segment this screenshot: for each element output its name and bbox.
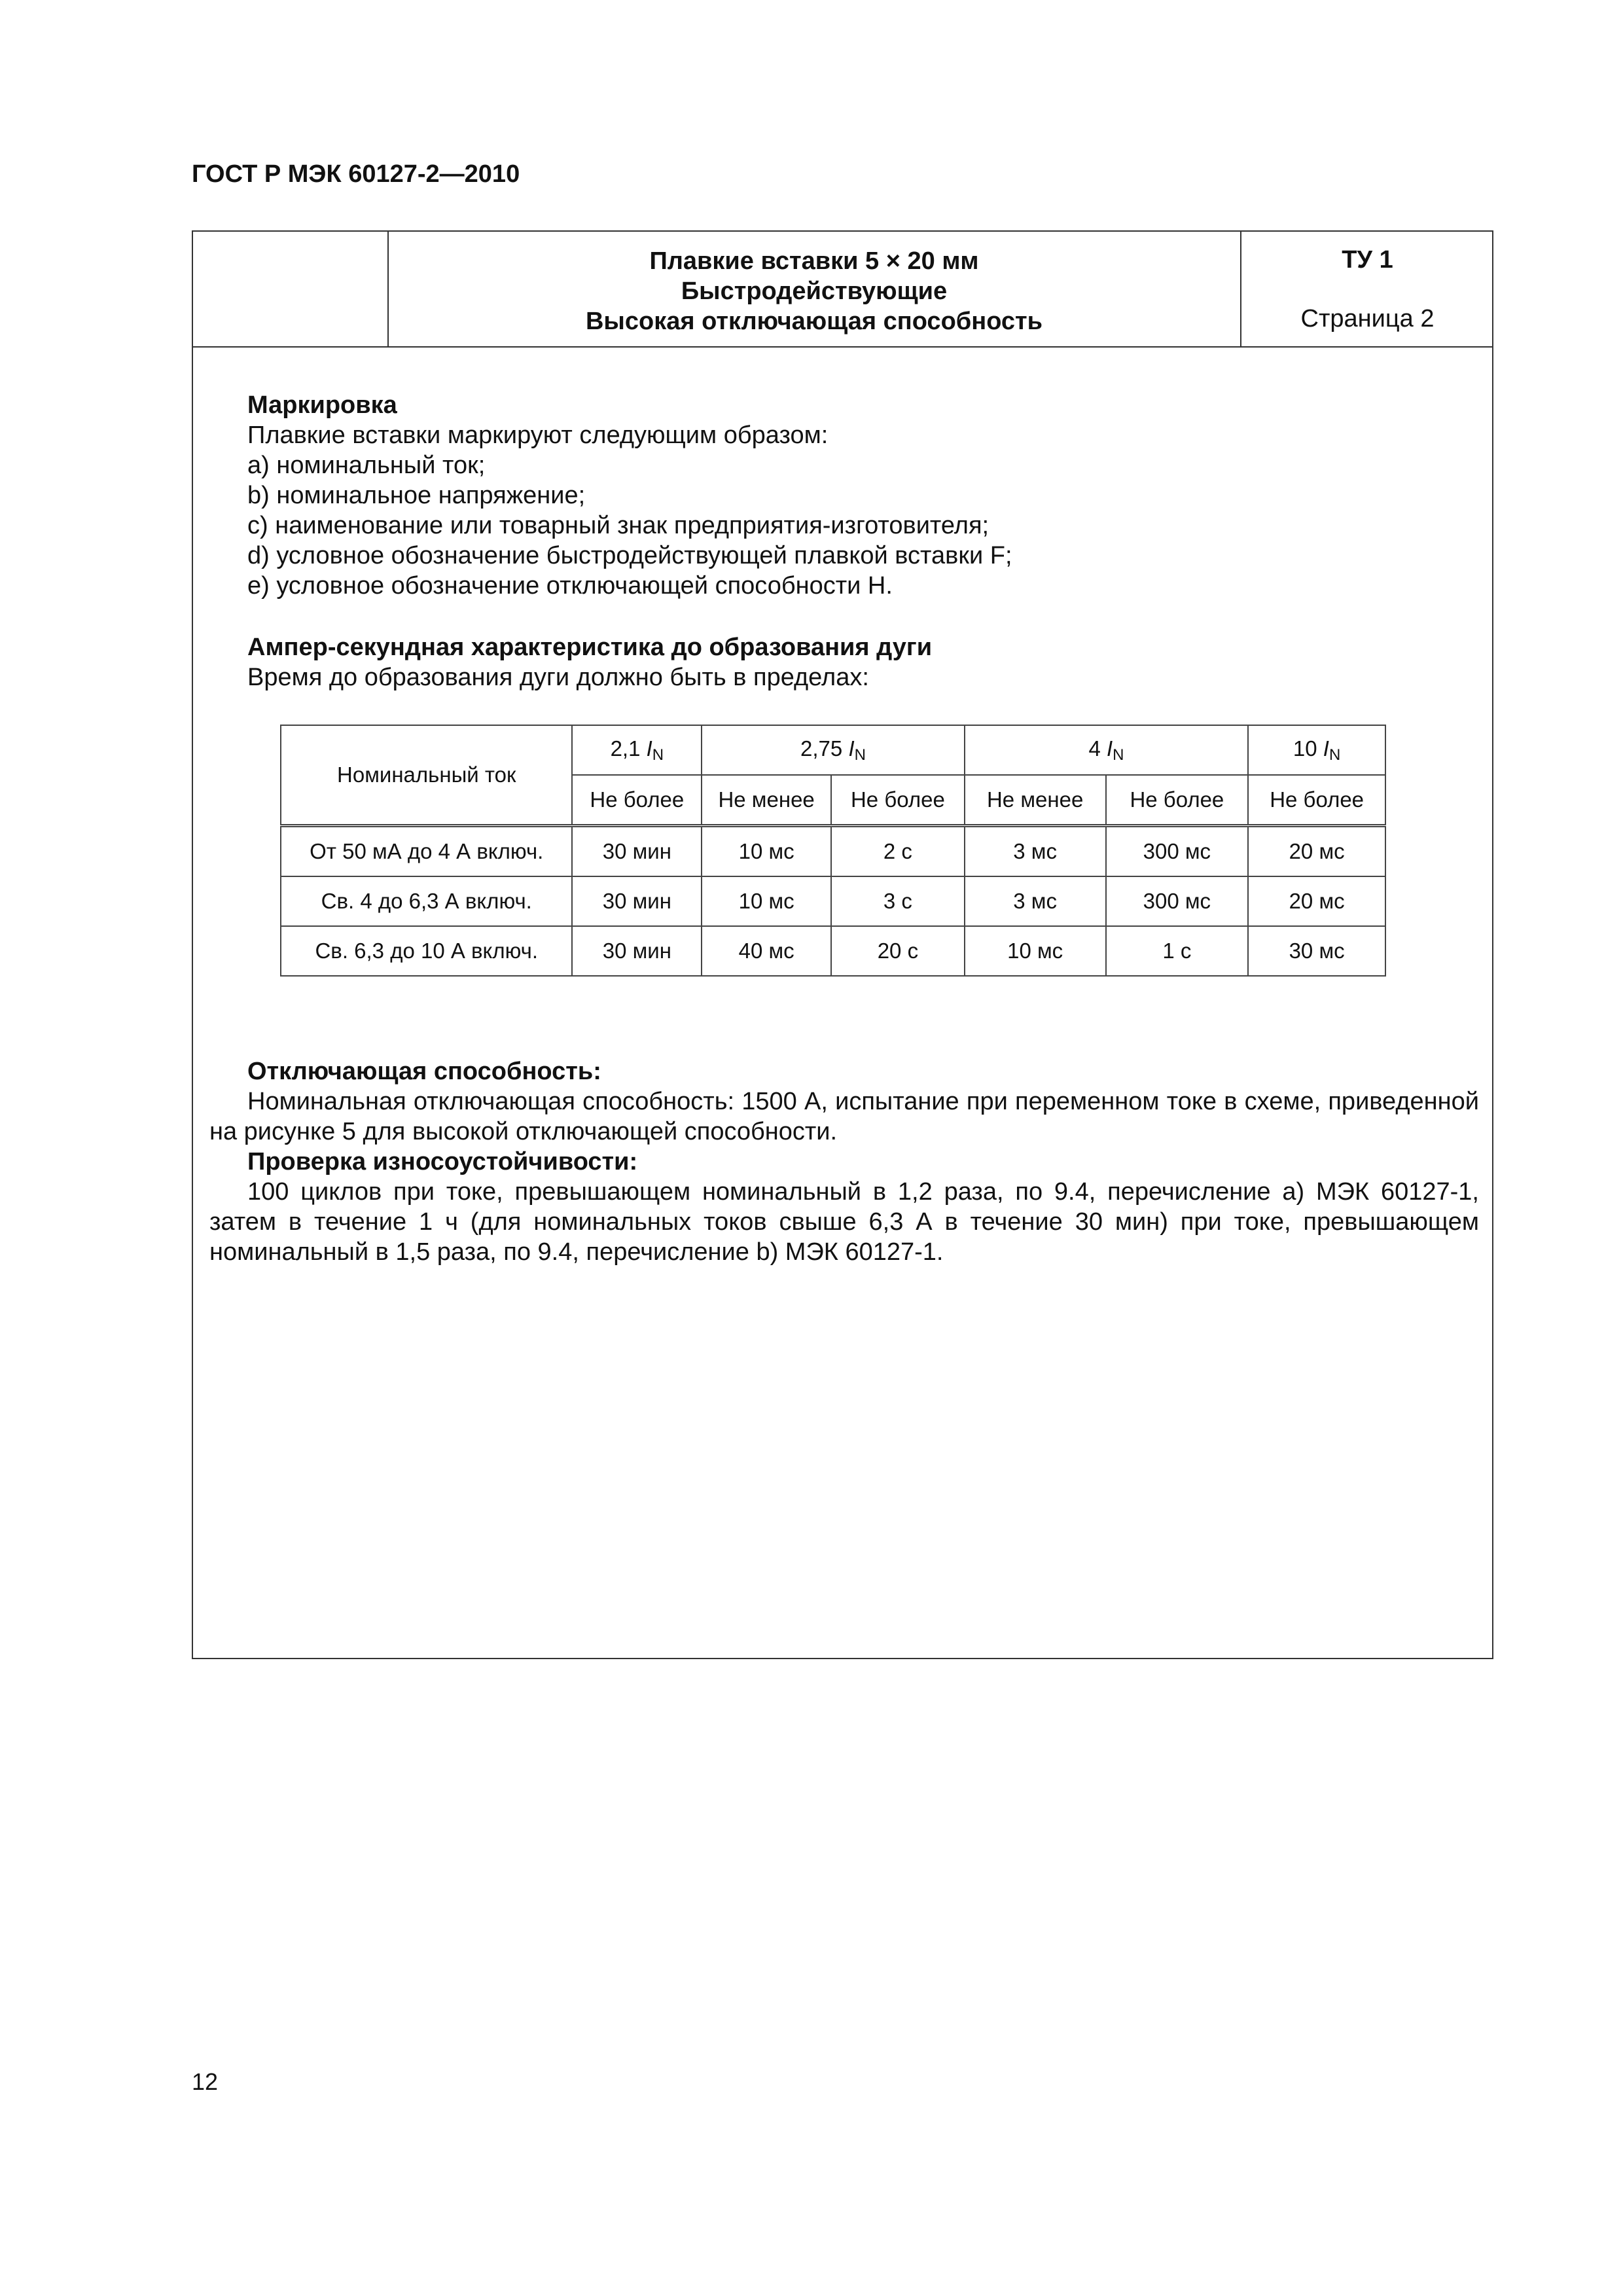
table-cell: 20 мс (1248, 826, 1385, 877)
marking-intro: Плавкие вставки маркируют следующим образом: (247, 422, 829, 449)
header-sheet-cell (1240, 232, 1493, 346)
header-title-line: Плавкие вставки 5 × 20 мм (649, 247, 979, 275)
limit-header: Не более (1106, 775, 1249, 826)
table-cell: 30 мин (572, 926, 702, 976)
limit-header: Не более (831, 775, 965, 826)
row-label: Св. 6,3 до 10 А включ. (281, 926, 572, 976)
current-group-header: 2,75 $I_N$ (702, 725, 965, 775)
limit-header: Не менее (965, 775, 1106, 826)
table-cell: 3 мс (965, 876, 1106, 926)
table-header-row (281, 725, 1385, 775)
row-label: От 50 мА до 4 А включ. (281, 826, 572, 877)
table-cell: 2 с (831, 826, 965, 877)
marking-heading: Маркировка (247, 391, 397, 419)
endurance-text: 100 циклов при токе, превышающем номинальный в 1,2 раза, по 9.4, перечисление a) МЭК 60127-1, затем в течение 1 ч (для номинальных токов свыше 6,3 А в течение 30 мин) при токе, превышающем номинальный в 1,5 раза, по 9.4, перечисление b) МЭК 60127-1. (209, 1178, 1479, 1266)
header-title-line: Быстродействующие (681, 278, 948, 305)
table-cell: 30 мин (572, 876, 702, 926)
marking-item: b) номинальное напряжение; (247, 482, 586, 509)
arc-intro: Время до образования дуги должно быть в пределах: (247, 664, 869, 691)
endurance-heading: Проверка износоустойчивости: (247, 1148, 638, 1175)
pre-arcing-table (280, 725, 1386, 977)
table-cell: 3 мс (965, 826, 1106, 877)
breaking-text: Номинальная отключающая способность: 1500 А, испытание при переменном токе в схеме, приведенной на рисунке 5 для высокой отключающей способности. (209, 1088, 1479, 1145)
document-code: ГОСТ Р МЭК 60127-2—2010 (192, 160, 520, 188)
marking-item: d) условное обозначение быстродействующей плавкой вставки F; (247, 542, 1012, 569)
row-label: Св. 4 до 6,3 А включ. (281, 876, 572, 926)
marking-item: c) наименование или товарный знак предприятия-изготовителя; (247, 512, 990, 539)
table-cell: 20 с (831, 926, 965, 976)
table-cell: 30 мс (1248, 926, 1385, 976)
table-cell: 10 мс (965, 926, 1106, 976)
current-group-header: 2,1 $I_N$ (572, 725, 702, 775)
table-row (281, 826, 1385, 877)
arc-heading: Ампер-секундная характеристика до образования дуги (247, 634, 933, 661)
table-cell: 30 мин (572, 826, 702, 877)
sheet-code: ТУ 1 (1342, 246, 1393, 274)
limit-header: Не более (572, 775, 702, 826)
breaking-section (209, 1056, 1479, 1267)
breaking-heading: Отключающая способность: (247, 1058, 601, 1085)
table-cell: 1 с (1106, 926, 1249, 976)
sheet-page: Страница 2 (1300, 305, 1435, 332)
page-number: 12 (192, 2068, 219, 2095)
limit-header: Не более (1248, 775, 1385, 826)
header-title-line: Высокая отключающая способность (585, 308, 1043, 335)
row-header-cell: Номинальный ток (281, 725, 572, 826)
table-cell: 3 с (831, 876, 965, 926)
table-cell: 300 мс (1106, 826, 1249, 877)
current-group-header: 10 $I_N$ (1248, 725, 1385, 775)
marking-item: e) условное обозначение отключающей способности H. (247, 572, 893, 600)
table-cell: 20 мс (1248, 876, 1385, 926)
table-cell: 10 мс (702, 876, 831, 926)
table-cell: 300 мс (1106, 876, 1249, 926)
current-group-header: 4 $I_N$ (965, 725, 1248, 775)
header-title (389, 246, 1240, 336)
header-empty-cell (193, 232, 389, 346)
marking-section (247, 390, 1425, 601)
sheet-header (193, 232, 1492, 348)
table-row (281, 926, 1385, 976)
arc-section (247, 632, 1425, 692)
marking-item: a) номинальный ток; (247, 452, 486, 479)
table-cell: 40 мс (702, 926, 831, 976)
table-row (281, 876, 1385, 926)
table-cell: 10 мс (702, 826, 831, 877)
limit-header: Не менее (702, 775, 831, 826)
